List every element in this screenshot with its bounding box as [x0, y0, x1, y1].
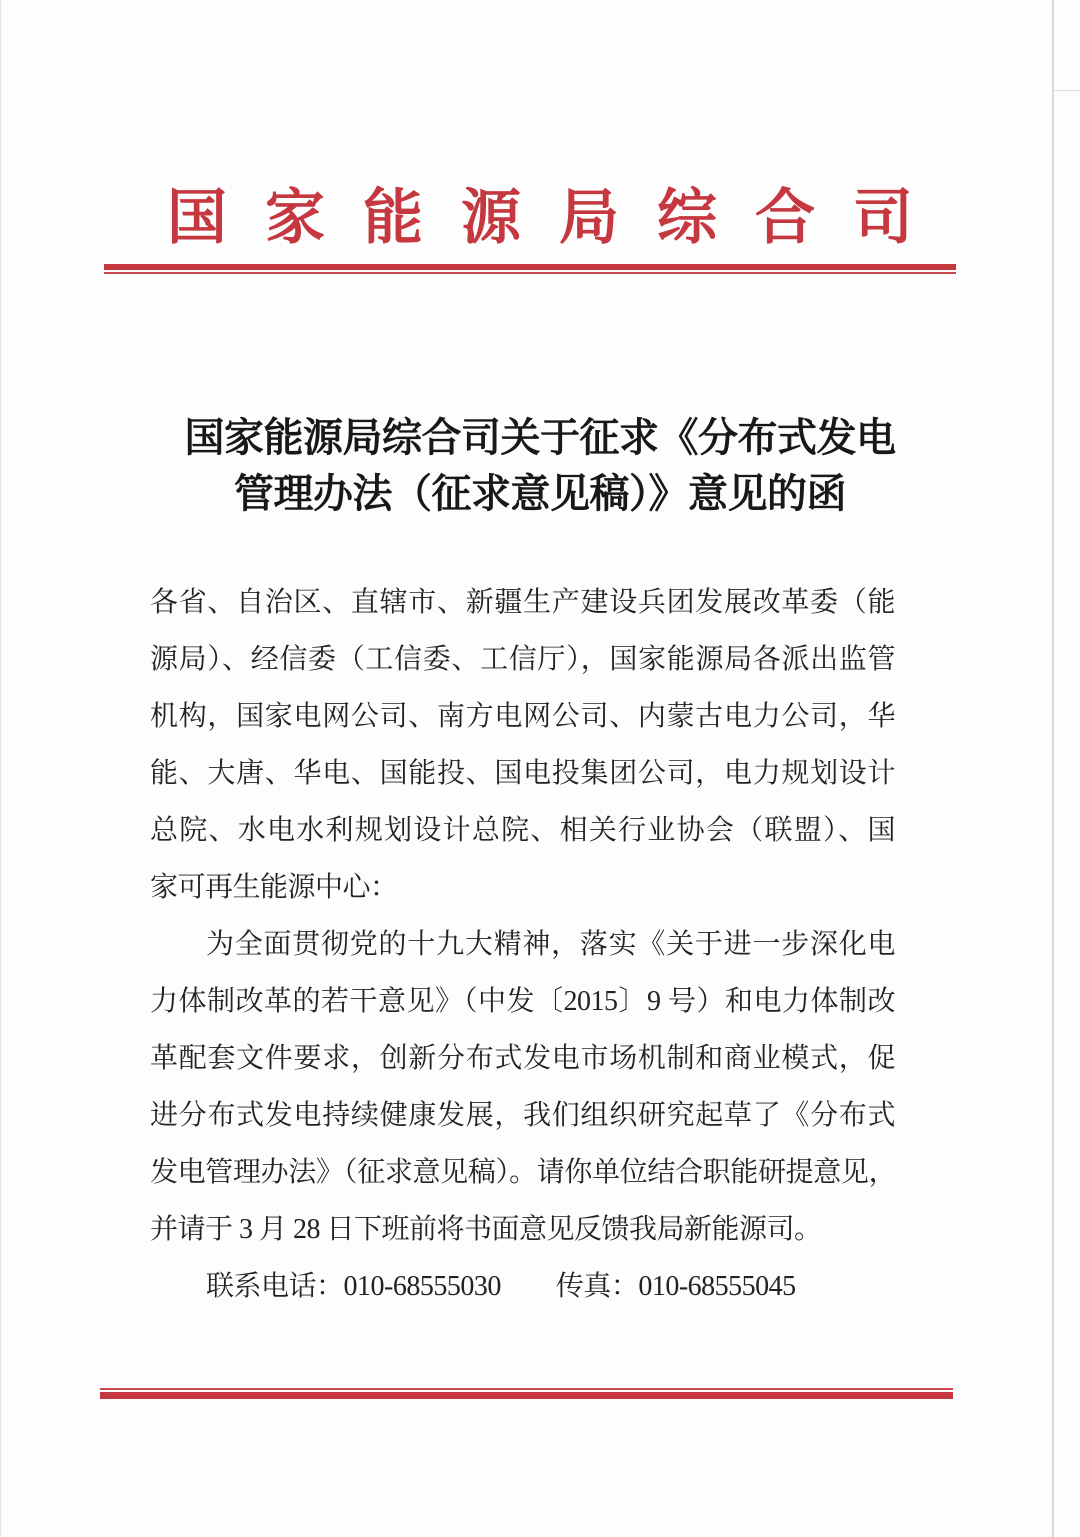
letterhead-rule-thin: [104, 272, 956, 274]
scan-artifact-line: [1054, 90, 1080, 91]
body-line: 进分布式发电持续健康发展，我们组织研究起草了《分布式: [150, 1100, 895, 1131]
body-line: 能、大唐、华电、国能投、国电投集团公司，电力规划设计: [150, 758, 895, 789]
letterhead-rule: [104, 264, 956, 274]
letterhead-agency-title: 国家能源局综合司: [167, 185, 951, 251]
body-line: 家可再生能源中心：: [150, 872, 398, 903]
body-line: 发电管理办法》（征求意见稿）。请你单位结合职能研提意见，: [150, 1157, 895, 1188]
footer-rule-thick: [100, 1392, 953, 1399]
footer-rule-thin: [100, 1388, 953, 1390]
document-title: [0, 410, 1080, 522]
document-title-line-2: 管理办法（征求意见稿）》意见的函: [234, 471, 846, 516]
body-line: 总院、水电水利规划设计总院、相关行业协会（联盟）、国: [150, 815, 895, 846]
body-line: 源局）、经信委（工信委、工信厅），国家能源局各派出监管: [150, 644, 895, 675]
body-line: 并请于 3 月 28 日下班前将书面意见反馈我局新能源司。: [150, 1214, 822, 1245]
body-line: 革配套文件要求，创新分布式发电市场机制和商业模式，促: [150, 1043, 895, 1074]
body-line: 各省、自治区、直辖市、新疆生产建设兵团发展改革委（能: [150, 587, 895, 618]
body-line: 力体制改革的若干意见》（中发〔2015〕9 号）和电力体制改: [150, 986, 895, 1017]
document-title-line-1: 国家能源局综合司关于征求《分布式发电: [184, 415, 896, 460]
footer-rule: [100, 1388, 953, 1399]
body-line: 为全面贯彻党的十九大精神，落实《关于进一步深化电: [206, 929, 895, 960]
document-body: [150, 574, 895, 1315]
body-line: 机构，国家电网公司、南方电网公司、内蒙古电力公司，华: [150, 701, 895, 732]
letterhead-rule-thick: [104, 264, 956, 270]
contact-line: 联系电话：010-68555030 传真：010-68555045: [206, 1271, 796, 1302]
